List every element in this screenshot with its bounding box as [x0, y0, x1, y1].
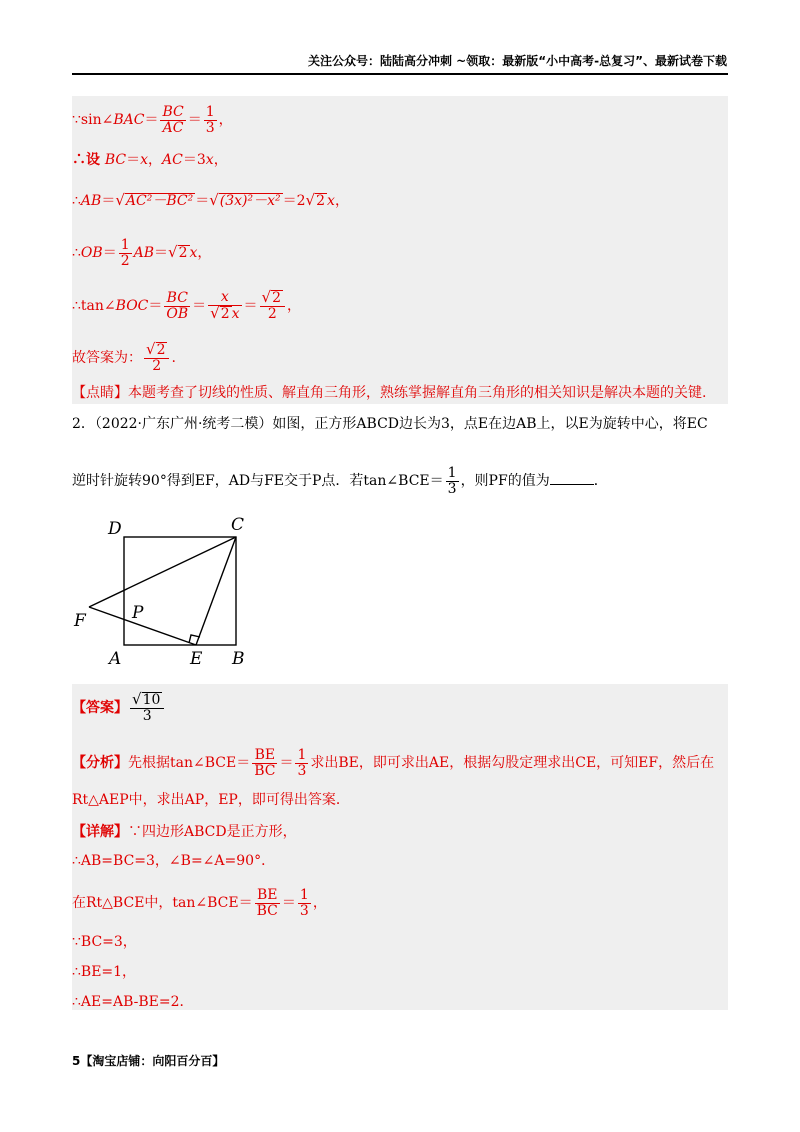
solution-panel: [72, 684, 728, 1010]
prev-line-6: 故答案为： $\frac{√2}{2}$ .: [72, 340, 176, 375]
prev-line-5: ∴tan∠BOC＝ $\frac{BC}{OB}$ ＝ $\frac{x}{√2 x}$ ＝ $\frac{√2}{2}$ ，: [72, 288, 302, 323]
label-c: C: [231, 515, 245, 535]
geometry-figure: [72, 512, 282, 672]
detail-line-3: 在Rt△BCE中，tan∠BCE＝ $\frac{BE}{BC}$ ＝ $\frac{1}{3}$ ，: [72, 887, 327, 919]
analysis-line-1: 【分析】先根据tan∠BCE＝ $\frac{BE}{BC}$ ＝ $\frac{1}{3}$ 求出BE，即可求出AE，根据勾股定理求出CE，可知EF，然后在: [72, 747, 715, 779]
prev-comment: 【点睛】本题考查了切线的性质、解直角三角形，熟练掌握解直角三角形的相关知识是解决本题的关键.: [72, 385, 707, 401]
prev-line-2: ∴设 BC＝x，AC＝3x，: [72, 152, 228, 168]
page-header: 关注公众号：陆陆高分冲刺 ~领取：最新版“小中高考-总复习”、最新试卷下载: [308, 54, 727, 68]
answer-blank: [550, 472, 594, 485]
label-d: D: [108, 519, 122, 539]
label-f: F: [74, 611, 86, 631]
square-abcd: [124, 537, 236, 645]
problem-line-2: 逆时针旋转90°得到EF，AD与FE交于P点．若tan∠BCE＝ $\frac{1}{3}$ ，则PF的值为 ．: [72, 465, 608, 497]
analysis-line-2: Rt△AEP中，求出AP，EP，即可得出答案．: [72, 792, 350, 808]
label-a: A: [109, 649, 122, 669]
detail-line-6: ∴AE=AB-BE=2．: [72, 994, 194, 1010]
detail-line-2: ∴AB=BC=3，∠B=∠A=90°．: [72, 853, 276, 869]
detail-line-1: 【详解】∵四边形ABCD是正方形，: [72, 824, 297, 840]
label-b: B: [232, 649, 245, 669]
prev-line-1: ∵sin∠BAC＝ $\frac{BC}{AC}$ ＝ $\frac{1}{3}$ ，: [72, 104, 233, 136]
problem-line-1: 2．（2022·广东广州·统考二模）如图，正方形ABCD边长为3，点E在边AB上，以E为旋转中心，将EC: [72, 416, 708, 432]
prev-line-3: ∴AB＝√AC²－BC² ＝√(3x)²－x² ＝2√2 x，: [72, 191, 349, 209]
detail-line-4: ∵BC=3，: [72, 934, 137, 950]
page-footer: 5【淘宝店铺：向阳百分百】: [72, 1054, 225, 1068]
detail-line-5: ∴BE=1，: [72, 964, 137, 980]
label-e: E: [190, 649, 203, 669]
label-p: P: [132, 603, 144, 623]
answer-line: 【答案】 $\frac{√10}{3}$: [72, 692, 166, 724]
prev-line-4: ∴OB＝ $\frac{1}{2}$ AB＝√2 x，: [72, 237, 212, 269]
header-rule: [72, 73, 728, 75]
